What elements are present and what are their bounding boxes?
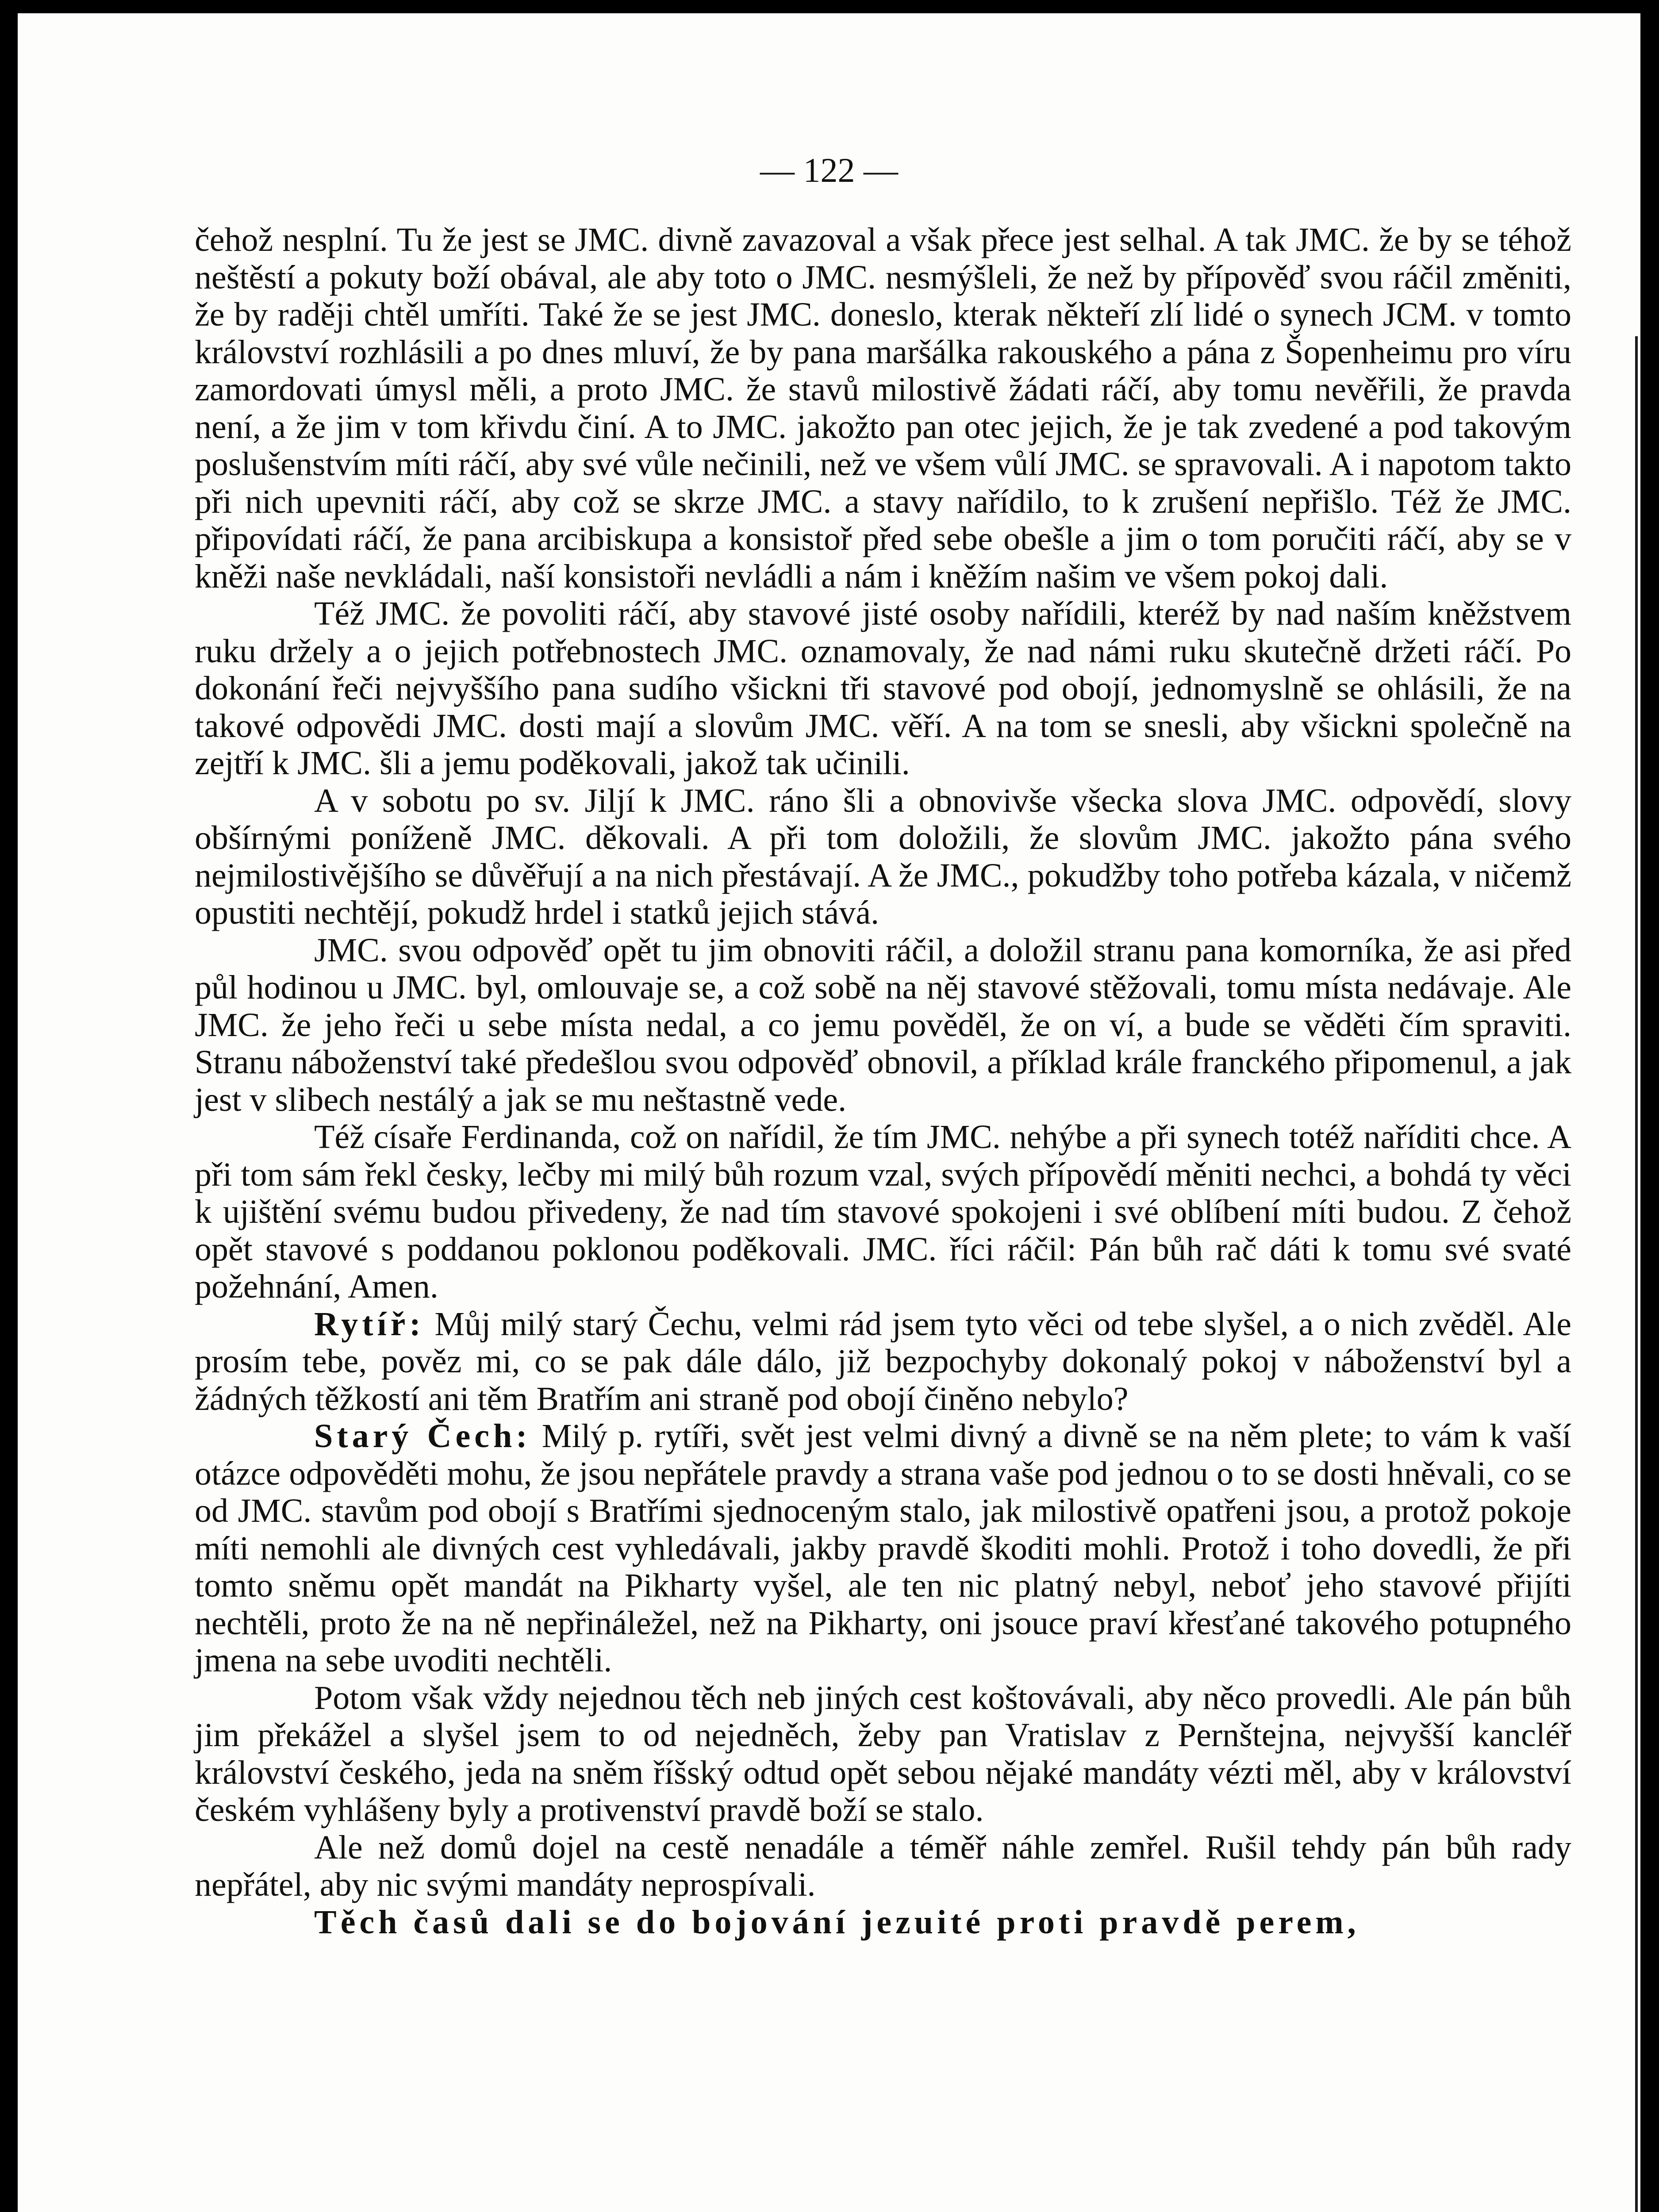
- page-number: — 122 —: [760, 151, 898, 189]
- paragraph: A v sobotu po sv. Jiljí k JMC. ráno šli a obnovivše všecka slova JMC. odpovědí, slovy obšírnými poníženě JMC. děkovali. A při tom doložili, že slovům JMC. jakožto pána svého nejmilostivějšího se důvěřují a na nich přestávají. A že JMC., pokudžby toho potřeba kázala, v ničemž opustiti nechtějí, pokudž hrdel i statků jejich stává.: [195, 782, 1571, 931]
- paragraph: Potom však vždy nejednou těch neb jiných cest koštovávali, aby něco provedli. Ale pán bůh jim překážel a slyšel jsem to od nejedněch, žeby pan Vratislav z Pernštejna, nejvyšší kancléř království českého, jeda na sněm říšský odtud opět sebou nějaké mandáty vézti měl, aby v království českém vyhlášeny byly a protivenství pravdě boží se stalo.: [195, 1679, 1571, 1828]
- paragraph: čehož nesplní. Tu že jest se JMC. divně zavazoval a však přece jest selhal. A tak JMC. že by se téhož neštěstí a pokuty boží obával, ale aby toto o JMC. nesmýšleli, že než by přípověď svou ráčil změniti, že by raději chtěl umříti. Také že se jest JMC. doneslo, kterak někteří zlí lidé o synech JCM. v tomto království rozhlásili a po dnes mluví, že by pana maršálka rakouského a pána z Šopenheimu pro víru zamordovati úmysl měli, a proto JMC. že stavů milostivě žádati ráčí, aby tomu nevěřili, že pravda není, a že jim v tom křivdu činí. A to JMC. jakožto pan otec jejich, že je tak zvedené a pod takovým poslušenstvím míti ráčí, aby své vůle nečinili, než ve všem vůlí JMC. se spravovali. A i napotom takto při nich upevniti ráčí, aby což se skrze JMC. a stavy nařídilo, to k zrušení nepřišlo. Též že JMC. připovídati ráčí, že pana arcibiskupa a konsistoř před sebe obešle a jim o tom poručiti ráčí, aby se v kněži naše nevkládali, naší konsistoři nevládli a nám i kněžím našim ve všem pokoj dali.: [195, 221, 1571, 595]
- page-edge-rule: [1635, 336, 1638, 2212]
- dialogue-paragraph: [195, 1306, 1571, 1418]
- speaker-label: Starý Čech:: [314, 1417, 531, 1455]
- paragraph: Ale než domů dojel na cestě nenadále a téměř náhle zemřel. Rušil tehdy pán bůh rady nepřátel, aby nic svými mandáty neprospívali.: [195, 1828, 1571, 1903]
- paragraph: Těch časů dali se do bojování jezuité proti pravdě perem,: [314, 1903, 1360, 1941]
- speaker-label: Rytíř:: [314, 1305, 425, 1343]
- document-page: [18, 13, 1640, 2212]
- body-text: [195, 221, 1571, 1941]
- paragraph: JMC. svou odpověď opět tu jim obnoviti ráčil, a doložil stranu pana komorníka, že asi před půl hodinou u JMC. byl, omlouvaje se, a což sobě na něj stavové stěžovali, tomu místa nedávaje. Ale JMC. že jeho řeči u sebe místa nedal, a co jemu pověděl, že on ví, a bude se věděti čím spraviti. Stranu náboženství také předešlou svou odpověď obnovil, a příklad krále franckého připomenul, a jak jest v slibech nestálý a jak se mu neštastně vede.: [195, 931, 1571, 1118]
- dialogue-paragraph: [195, 1417, 1571, 1679]
- paragraph: Též císaře Ferdinanda, což on nařídil, že tím JMC. nehýbe a při synech totéž naříditi chce. A při tom sám řekl česky, lečby mi milý bůh rozum vzal, svých přípovědí měniti nechci, a bohdá ty věci k ujištění svému budou přivedeny, že nad tím stavové spokojeni i své oblíbení míti budou. Z čehož opět stavové s poddanou poklonou poděkovali. JMC. říci ráčil: Pán bůh rač dáti k tomu své svaté požehnání, Amen.: [195, 1118, 1571, 1305]
- dialogue-text: Můj milý starý Čechu, velmi rád jsem tyto věci od tebe slyšel, a o nich zvěděl. Ale prosím tebe, pověz mi, co se pak dále dálo, již bezpochyby dokonalý pokoj v náboženství byl a žádných těžkostí ani těm Bratřím ani straně pod obojí činěno nebylo?: [195, 1305, 1572, 1417]
- paragraph: Též JMC. že povoliti ráčí, aby stavové jisté osoby nařídili, kteréž by nad naším kněžstvem ruku držely a o jejich potřebnostech JMC. oznamovaly, že nad námi ruku skutečně držeti ráčí. Po dokonání řeči nejvyššího pana sudího všickni tři stavové pod obojí, jednomyslně se ohlásili, že na takové odpovědi JMC. dosti mají a slovům JMC. věří. A na tom se snesli, aby všickni společně na zejtří k JMC. šli a jemu poděkovali, jakož tak učinili.: [195, 595, 1571, 782]
- dialogue-text: Milý p. rytíři, svět jest velmi divný a divně se na něm plete; to vám k vaší otázce odpověděti mohu, že jsou nepřátele pravdy a strana vaše pod jednou o to se dosti hněvali, co se od JMC. stavům pod obojí s Bratřími sjednoceným stalo, jak milostivě opatřeni jsou, a protož pokoje míti nemohli ale divných cest vyhledávali, jakby pravdě škoditi mohli. Protož i toho dovedli, že při tomto sněmu opět mandát na Pikharty vyšel, ale ten nic platný nebyl, neboť jeho stavové přijíti nechtěli, proto že na ně nepřináležel, než na Pikharty, oni jsouce praví křesťané takového potupného jmena na sebe uvoditi nechtěli.: [195, 1417, 1571, 1679]
